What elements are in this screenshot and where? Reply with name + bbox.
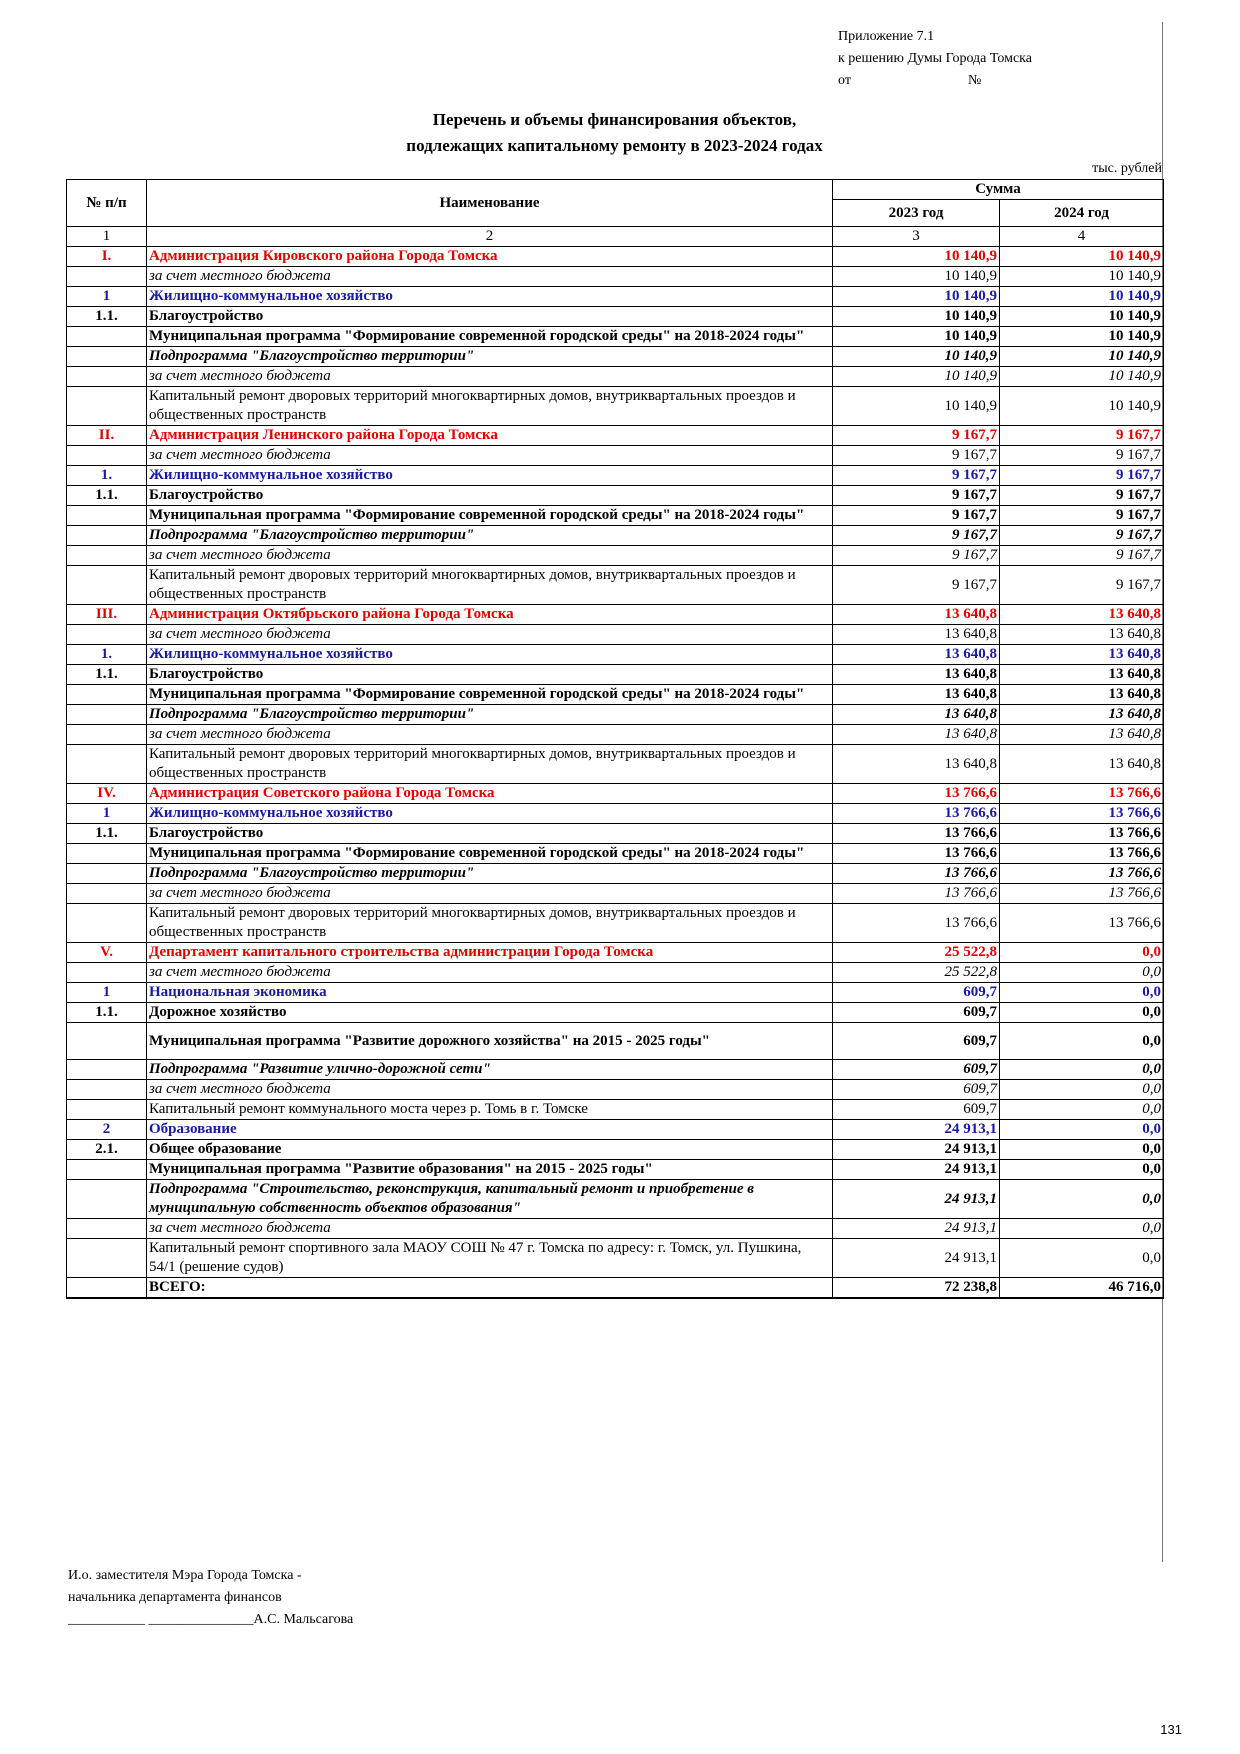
row-number xyxy=(67,705,147,725)
row-name: Капитальный ремонт дворовых территорий многоквартирных домов, внутриквартальных проездов и общественных пространств xyxy=(147,387,833,426)
row-name: за счет местного бюджета xyxy=(147,884,833,904)
table-row xyxy=(67,625,1164,645)
row-name: Жилищно-коммунальное хозяйство xyxy=(147,287,833,307)
row-number: 1 xyxy=(67,804,147,824)
document-title xyxy=(66,107,1163,159)
row-name: Подпрограмма "Благоустройство территории" xyxy=(147,705,833,725)
financing-table xyxy=(66,179,1164,1299)
row-name: Администрация Октябрьского района Города Томска xyxy=(147,605,833,625)
row-number: 1.1. xyxy=(67,1003,147,1023)
table-row xyxy=(67,1023,1164,1060)
row-number xyxy=(67,904,147,943)
row-name: Подпрограмма "Строительство, реконструкция, капитальный ремонт и приобретение в муниципальную собственность объектов образования" xyxy=(147,1180,833,1219)
row-name: Подпрограмма "Благоустройство территории" xyxy=(147,526,833,546)
row-value-2023: 25 522,8 xyxy=(833,963,1000,983)
table-row xyxy=(67,725,1164,745)
row-value-2024: 13 640,8 xyxy=(1000,625,1164,645)
row-value-2024: 0,0 xyxy=(1000,1060,1164,1080)
row-value-2024: 10 140,9 xyxy=(1000,327,1164,347)
row-value-2023: 13 640,8 xyxy=(833,665,1000,685)
row-value-2023: 10 140,9 xyxy=(833,287,1000,307)
row-number xyxy=(67,387,147,426)
row-value-2023: 13 766,6 xyxy=(833,804,1000,824)
row-number: I. xyxy=(67,247,147,267)
row-name: Благоустройство xyxy=(147,307,833,327)
row-value-2024: 9 167,7 xyxy=(1000,506,1164,526)
table-row xyxy=(67,486,1164,506)
row-name: Администрация Кировского района Города Томска xyxy=(147,247,833,267)
row-name: за счет местного бюджета xyxy=(147,446,833,466)
row-number xyxy=(67,745,147,784)
row-name: Благоустройство xyxy=(147,486,833,506)
table-row xyxy=(67,287,1164,307)
row-value-2023: 24 913,1 xyxy=(833,1239,1000,1278)
row-name: за счет местного бюджета xyxy=(147,625,833,645)
table-row xyxy=(67,685,1164,705)
col-header-2024: 2024 год xyxy=(1000,200,1164,227)
table-row xyxy=(67,367,1164,387)
row-number: 2.1. xyxy=(67,1140,147,1160)
table-row xyxy=(67,943,1164,963)
row-name: Департамент капитального строительства администрации Города Томска xyxy=(147,943,833,963)
row-value-2024: 13 766,6 xyxy=(1000,844,1164,864)
row-value-2024: 0,0 xyxy=(1000,1140,1164,1160)
table-row xyxy=(67,1120,1164,1140)
col-header-number: № п/п xyxy=(67,180,147,227)
row-value-2024: 13 766,6 xyxy=(1000,884,1164,904)
title-line-2: подлежащих капитальному ремонту в 2023-2024 годах xyxy=(406,136,823,155)
row-value-2023: 10 140,9 xyxy=(833,247,1000,267)
table-row xyxy=(67,1060,1164,1080)
row-number xyxy=(67,367,147,387)
row-name: за счет местного бюджета xyxy=(147,725,833,745)
row-number xyxy=(67,1219,147,1239)
row-name: Капитальный ремонт дворовых территорий многоквартирных домов, внутриквартальных проездов и общественных пространств xyxy=(147,904,833,943)
col-number-1: 1 xyxy=(67,227,147,247)
row-value-2024: 9 167,7 xyxy=(1000,466,1164,486)
row-number xyxy=(67,844,147,864)
row-value-2023: 13 640,8 xyxy=(833,685,1000,705)
table-row xyxy=(67,546,1164,566)
row-value-2024: 46 716,0 xyxy=(1000,1278,1164,1299)
row-value-2024: 9 167,7 xyxy=(1000,486,1164,506)
date-label: от xyxy=(838,73,851,88)
table-row xyxy=(67,1239,1164,1278)
signatory-title-2: начальника департамента финансов xyxy=(68,1590,282,1605)
row-value-2024: 10 140,9 xyxy=(1000,367,1164,387)
row-number xyxy=(67,1100,147,1120)
row-name: Муниципальная программа "Формирование современной городской среды" на 2018-2024 годы" xyxy=(147,327,833,347)
row-name: за счет местного бюджета xyxy=(147,367,833,387)
table-row xyxy=(67,645,1164,665)
row-value-2023: 609,7 xyxy=(833,983,1000,1003)
table-row xyxy=(67,446,1164,466)
table-row xyxy=(67,784,1164,804)
row-value-2023: 24 913,1 xyxy=(833,1120,1000,1140)
appendix-number: Приложение 7.1 xyxy=(838,29,935,44)
table-row xyxy=(67,1180,1164,1219)
table-row xyxy=(67,466,1164,486)
table-row xyxy=(67,307,1164,327)
row-value-2023: 609,7 xyxy=(833,1080,1000,1100)
row-value-2023: 13 766,6 xyxy=(833,904,1000,943)
row-number xyxy=(67,1239,147,1278)
table-row xyxy=(67,884,1164,904)
row-value-2024: 10 140,9 xyxy=(1000,287,1164,307)
table-row xyxy=(67,904,1164,943)
row-value-2024: 13 640,8 xyxy=(1000,605,1164,625)
row-name: Подпрограмма "Благоустройство территории" xyxy=(147,347,833,367)
row-value-2023: 9 167,7 xyxy=(833,486,1000,506)
table-row xyxy=(67,824,1164,844)
row-number: 2 xyxy=(67,1120,147,1140)
row-value-2023: 24 913,1 xyxy=(833,1160,1000,1180)
table-row xyxy=(67,665,1164,685)
row-value-2024: 0,0 xyxy=(1000,1023,1164,1060)
row-value-2024: 10 140,9 xyxy=(1000,247,1164,267)
row-value-2023: 13 640,8 xyxy=(833,745,1000,784)
table-row xyxy=(67,1080,1164,1100)
table-row xyxy=(67,387,1164,426)
table-row xyxy=(67,864,1164,884)
row-name: за счет местного бюджета xyxy=(147,1219,833,1239)
row-value-2024: 9 167,7 xyxy=(1000,566,1164,605)
row-name: Муниципальная программа "Формирование современной городской среды" на 2018-2024 годы" xyxy=(147,506,833,526)
row-number xyxy=(67,625,147,645)
row-name: Национальная экономика xyxy=(147,983,833,1003)
row-number: 1. xyxy=(67,466,147,486)
row-value-2023: 13 640,8 xyxy=(833,625,1000,645)
signatory-title-1: И.о. заместителя Мэра Города Томска - xyxy=(68,1568,302,1583)
row-value-2023: 13 766,6 xyxy=(833,884,1000,904)
row-number: II. xyxy=(67,426,147,446)
row-value-2023: 9 167,7 xyxy=(833,546,1000,566)
row-value-2023: 609,7 xyxy=(833,1023,1000,1060)
row-number xyxy=(67,347,147,367)
row-name: за счет местного бюджета xyxy=(147,1080,833,1100)
table-row xyxy=(67,705,1164,725)
row-value-2024: 0,0 xyxy=(1000,1239,1164,1278)
signature-line: ___________ _______________А.С. Мальсагова xyxy=(68,1612,354,1627)
row-number: 1. xyxy=(67,645,147,665)
row-value-2023: 10 140,9 xyxy=(833,327,1000,347)
table-row xyxy=(67,745,1164,784)
row-value-2023: 9 167,7 xyxy=(833,466,1000,486)
row-name: Капитальный ремонт дворовых территорий многоквартирных домов, внутриквартальных проездов и общественных пространств xyxy=(147,745,833,784)
row-number xyxy=(67,506,147,526)
row-value-2024: 0,0 xyxy=(1000,943,1164,963)
row-name: Подпрограмма "Благоустройство территории" xyxy=(147,864,833,884)
table-row xyxy=(67,506,1164,526)
units-label: тыс. рублей xyxy=(1092,161,1162,176)
row-value-2024: 9 167,7 xyxy=(1000,546,1164,566)
row-value-2023: 10 140,9 xyxy=(833,307,1000,327)
row-name: Капитальный ремонт спортивного зала МАОУ СОШ № 47 г. Томска по адресу: г. Томск, ул. Пушкина, 54/1 (решение судов) xyxy=(147,1239,833,1278)
row-value-2024: 0,0 xyxy=(1000,1080,1164,1100)
row-value-2024: 13 640,8 xyxy=(1000,745,1164,784)
col-number-3: 3 xyxy=(833,227,1000,247)
row-name: Администрация Советского района Города Томска xyxy=(147,784,833,804)
row-value-2023: 24 913,1 xyxy=(833,1180,1000,1219)
table-row xyxy=(67,1003,1164,1023)
row-name: Дорожное хозяйство xyxy=(147,1003,833,1023)
row-value-2023: 10 140,9 xyxy=(833,387,1000,426)
row-name: Жилищно-коммунальное хозяйство xyxy=(147,645,833,665)
row-name: Капитальный ремонт коммунального моста через р. Томь в г. Томске xyxy=(147,1100,833,1120)
row-value-2024: 13 640,8 xyxy=(1000,665,1164,685)
row-number xyxy=(67,1060,147,1080)
row-name: за счет местного бюджета xyxy=(147,546,833,566)
row-value-2024: 0,0 xyxy=(1000,963,1164,983)
row-name: за счет местного бюджета xyxy=(147,963,833,983)
row-value-2023: 9 167,7 xyxy=(833,446,1000,466)
row-number xyxy=(67,267,147,287)
row-value-2024: 13 766,6 xyxy=(1000,904,1164,943)
row-value-2024: 13 640,8 xyxy=(1000,685,1164,705)
row-number xyxy=(67,884,147,904)
row-number: IV. xyxy=(67,784,147,804)
row-value-2024: 0,0 xyxy=(1000,1219,1164,1239)
row-number xyxy=(67,1023,147,1060)
row-value-2024: 0,0 xyxy=(1000,1180,1164,1219)
row-number xyxy=(67,685,147,705)
row-value-2023: 9 167,7 xyxy=(833,506,1000,526)
row-value-2023: 9 167,7 xyxy=(833,566,1000,605)
row-number xyxy=(67,1180,147,1219)
table-row xyxy=(67,963,1164,983)
row-value-2023: 24 913,1 xyxy=(833,1219,1000,1239)
row-value-2024: 13 640,8 xyxy=(1000,645,1164,665)
row-value-2023: 9 167,7 xyxy=(833,426,1000,446)
row-name: Жилищно-коммунальное хозяйство xyxy=(147,466,833,486)
row-value-2024: 0,0 xyxy=(1000,1003,1164,1023)
row-value-2024: 13 766,6 xyxy=(1000,864,1164,884)
col-header-2023: 2023 год xyxy=(833,200,1000,227)
row-value-2023: 13 640,8 xyxy=(833,645,1000,665)
row-value-2024: 0,0 xyxy=(1000,1160,1164,1180)
table-row xyxy=(67,844,1164,864)
row-value-2024: 13 766,6 xyxy=(1000,824,1164,844)
row-number xyxy=(67,546,147,566)
row-value-2023: 10 140,9 xyxy=(833,367,1000,387)
table-row xyxy=(67,1219,1164,1239)
row-name: Благоустройство xyxy=(147,824,833,844)
row-value-2023: 13 766,6 xyxy=(833,784,1000,804)
row-number: 1.1. xyxy=(67,665,147,685)
number-label: № xyxy=(968,73,982,88)
row-number xyxy=(67,446,147,466)
appendix-date-row xyxy=(838,70,1032,92)
row-number xyxy=(67,725,147,745)
row-value-2023: 13 766,6 xyxy=(833,844,1000,864)
page-number: 131 xyxy=(1160,1722,1182,1737)
row-value-2023: 609,7 xyxy=(833,1003,1000,1023)
table-row xyxy=(67,1100,1164,1120)
title-line-1: Перечень и объемы финансирования объектов, xyxy=(432,110,797,129)
row-name: за счет местного бюджета xyxy=(147,267,833,287)
row-name: Образование xyxy=(147,1120,833,1140)
col-number-4: 4 xyxy=(1000,227,1164,247)
row-value-2023: 13 766,6 xyxy=(833,864,1000,884)
row-value-2024: 13 766,6 xyxy=(1000,784,1164,804)
row-value-2023: 609,7 xyxy=(833,1100,1000,1120)
row-number: 1.1. xyxy=(67,307,147,327)
table-row xyxy=(67,327,1164,347)
row-name: Муниципальная программа "Развитие образования" на 2015 - 2025 годы" xyxy=(147,1160,833,1180)
table-row xyxy=(67,804,1164,824)
row-value-2023: 24 913,1 xyxy=(833,1140,1000,1160)
table-row xyxy=(67,267,1164,287)
row-number: 1 xyxy=(67,287,147,307)
table-row xyxy=(67,1160,1164,1180)
row-value-2023: 13 766,6 xyxy=(833,824,1000,844)
row-value-2024: 10 140,9 xyxy=(1000,267,1164,287)
row-number: 1.1. xyxy=(67,486,147,506)
table-row xyxy=(67,526,1164,546)
table-row xyxy=(67,605,1164,625)
table-row xyxy=(67,1278,1164,1299)
row-value-2024: 9 167,7 xyxy=(1000,526,1164,546)
row-name: Администрация Ленинского района Города Томска xyxy=(147,426,833,446)
row-value-2024: 9 167,7 xyxy=(1000,446,1164,466)
appendix-header xyxy=(838,26,1032,92)
row-value-2024: 10 140,9 xyxy=(1000,347,1164,367)
table-row xyxy=(67,983,1164,1003)
row-number xyxy=(67,327,147,347)
row-value-2024: 0,0 xyxy=(1000,983,1164,1003)
col-header-name: Наименование xyxy=(147,180,833,227)
row-value-2024: 9 167,7 xyxy=(1000,426,1164,446)
row-name: ВСЕГО: xyxy=(147,1278,833,1299)
row-number: III. xyxy=(67,605,147,625)
row-number xyxy=(67,1160,147,1180)
row-value-2024: 10 140,9 xyxy=(1000,387,1164,426)
table-row xyxy=(67,1140,1164,1160)
row-number xyxy=(67,1080,147,1100)
row-value-2023: 609,7 xyxy=(833,1060,1000,1080)
row-number xyxy=(67,864,147,884)
row-name: Жилищно-коммунальное хозяйство xyxy=(147,804,833,824)
row-value-2024: 13 640,8 xyxy=(1000,705,1164,725)
row-value-2024: 13 766,6 xyxy=(1000,804,1164,824)
row-value-2023: 9 167,7 xyxy=(833,526,1000,546)
row-number xyxy=(67,566,147,605)
row-name: Капитальный ремонт дворовых территорий многоквартирных домов, внутриквартальных проездов и общественных пространств xyxy=(147,566,833,605)
row-value-2024: 0,0 xyxy=(1000,1120,1164,1140)
row-number xyxy=(67,1278,147,1299)
row-value-2024: 13 640,8 xyxy=(1000,725,1164,745)
row-value-2024: 0,0 xyxy=(1000,1100,1164,1120)
col-number-2: 2 xyxy=(147,227,833,247)
row-value-2023: 10 140,9 xyxy=(833,347,1000,367)
row-value-2023: 13 640,8 xyxy=(833,705,1000,725)
col-header-sum: Сумма xyxy=(833,180,1164,200)
table-row xyxy=(67,426,1164,446)
row-name: Подпрограмма "Развитие улично-дорожной сети" xyxy=(147,1060,833,1080)
row-number xyxy=(67,526,147,546)
row-value-2023: 25 522,8 xyxy=(833,943,1000,963)
row-value-2024: 10 140,9 xyxy=(1000,307,1164,327)
row-number: 1.1. xyxy=(67,824,147,844)
row-name: Благоустройство xyxy=(147,665,833,685)
row-number: V. xyxy=(67,943,147,963)
signature-block xyxy=(68,1565,353,1631)
row-number: 1 xyxy=(67,983,147,1003)
row-name: Муниципальная программа "Формирование современной городской среды" на 2018-2024 годы" xyxy=(147,685,833,705)
row-value-2023: 10 140,9 xyxy=(833,267,1000,287)
table-row xyxy=(67,566,1164,605)
row-value-2023: 13 640,8 xyxy=(833,725,1000,745)
table-row xyxy=(67,347,1164,367)
row-name: Муниципальная программа "Формирование современной городской среды" на 2018-2024 годы" xyxy=(147,844,833,864)
table-row xyxy=(67,247,1164,267)
row-name: Муниципальная программа "Развитие дорожного хозяйства" на 2015 - 2025 годы" xyxy=(147,1023,833,1060)
appendix-decision: к решению Думы Города Томска xyxy=(838,51,1032,66)
row-value-2023: 13 640,8 xyxy=(833,605,1000,625)
row-name: Общее образование xyxy=(147,1140,833,1160)
row-number xyxy=(67,963,147,983)
row-value-2023: 72 238,8 xyxy=(833,1278,1000,1299)
